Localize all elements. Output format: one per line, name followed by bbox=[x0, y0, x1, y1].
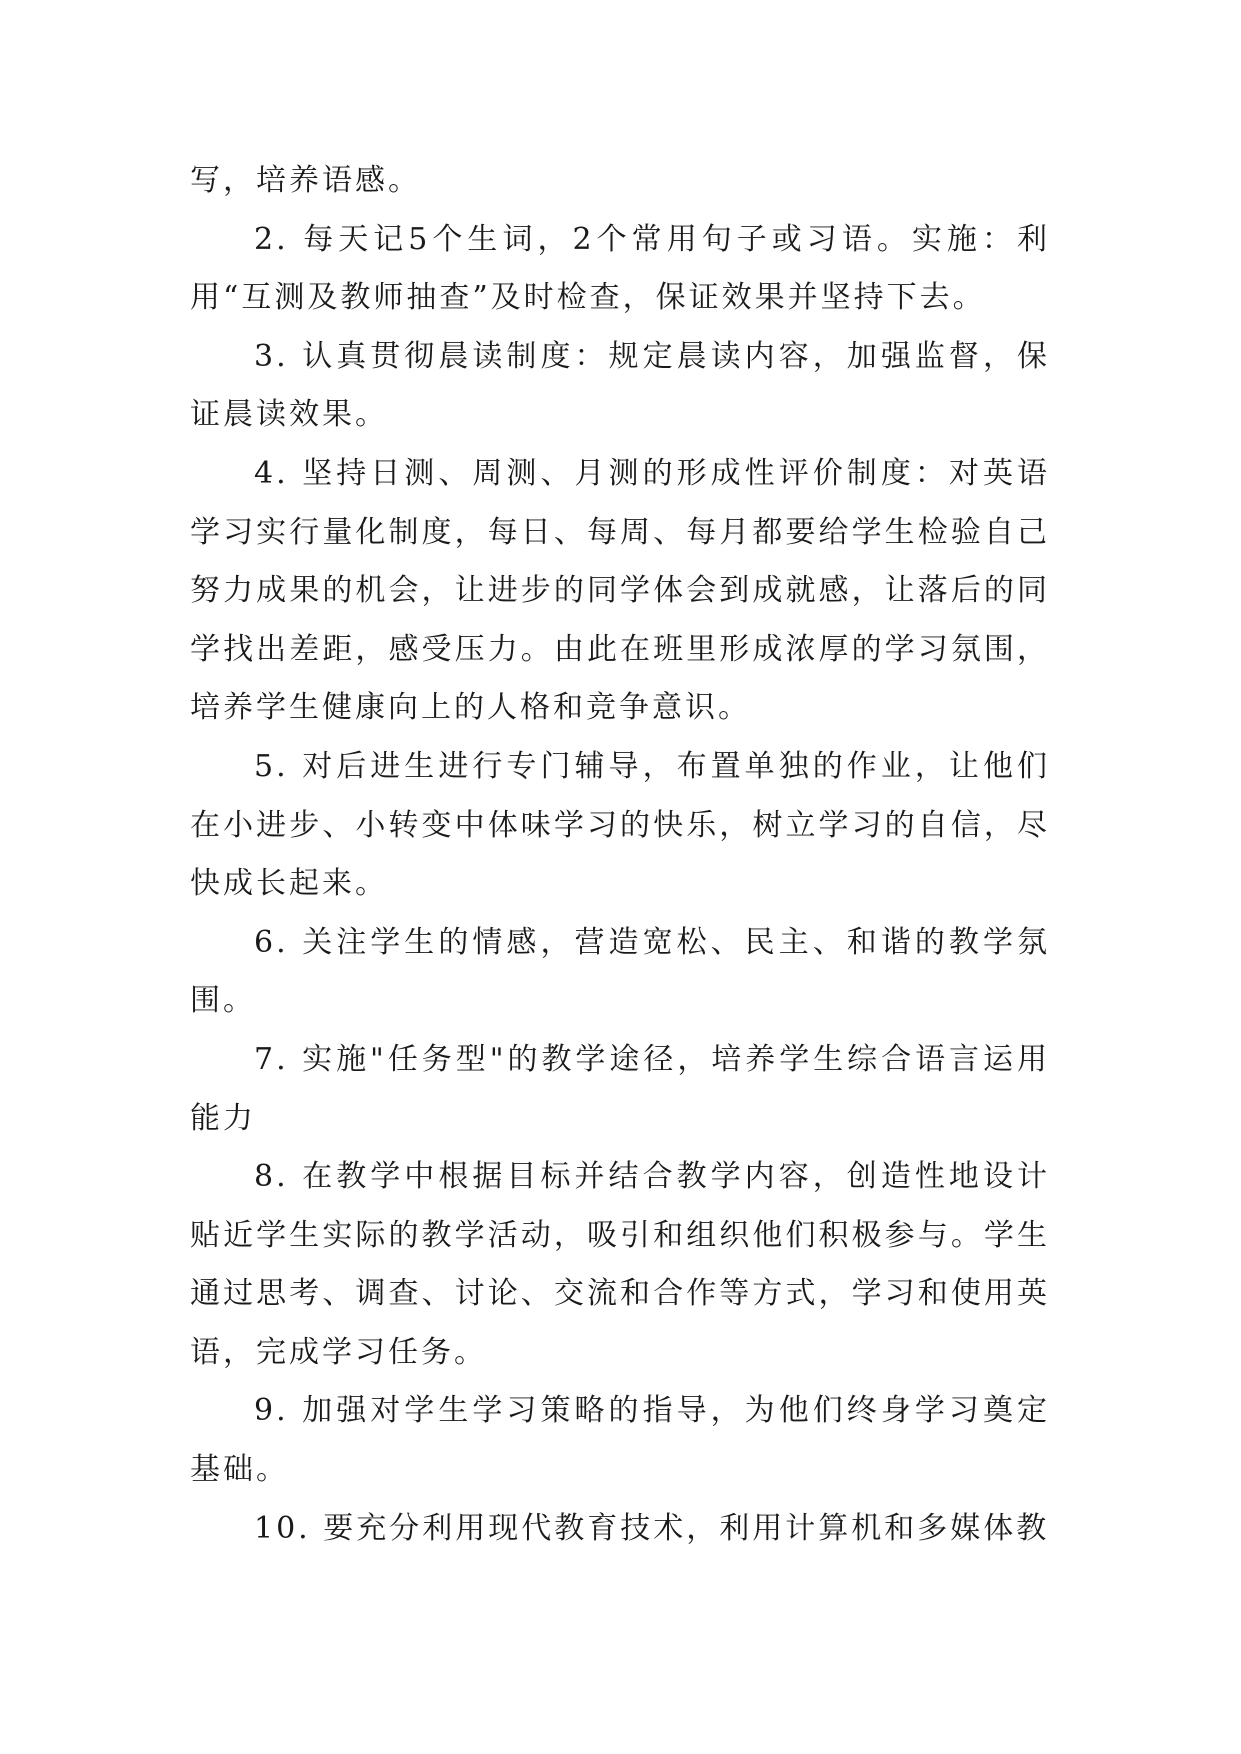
paragraph-item-4: 4. 坚持日测、周测、月测的形成性评价制度：对英语学习实行量化制度，每日、每周、每月都要给学生检验自己努力成果的机会，让进步的同学体会到成就感，让落后的同学找出差距，感受压力。由此在班里形成浓厚的学习氛围，培养学生健康向上的人格和竞争意识。 bbox=[190, 455, 1050, 726]
paragraph-item-8: 8. 在教学中根据目标并结合教学内容，创造性地设计贴近学生实际的教学活动，吸引和组织他们积极参与。学生通过思考、调查、讨论、交流和合作等方式，学习和使用英语，完成学习任务。 bbox=[190, 1159, 1050, 1370]
paragraph-item-6: 6. 关注学生的情感，营造宽松、民主、和谐的教学氛围。 bbox=[190, 924, 1050, 1019]
paragraph-item-5: 5. 对后进生进行专门辅导，布置单独的作业，让他们在小进步、小转变中体味学习的快乐，树立学习的自信，尽快成长起来。 bbox=[190, 748, 1050, 902]
document-body bbox=[190, 152, 1050, 1558]
paragraph-item-3: 3. 认真贯彻晨读制度：规定晨读内容，加强监督，保证晨读效果。 bbox=[190, 338, 1050, 433]
paragraph-continuation: 写，培养语感。 bbox=[190, 163, 421, 198]
paragraph-item-7: 7. 实施"任务型"的教学途径，培养学生综合语言运用能力 bbox=[190, 1041, 1050, 1136]
paragraph-item-10: 10. 要充分利用现代教育技术，利用计算机和多媒体教 bbox=[254, 1510, 1050, 1546]
paragraph-item-2: 2. 每天记5个生词，2个常用句子或习语。实施：利用“互测及教师抽查”及时检查，保证效果并坚持下去。 bbox=[190, 221, 1050, 316]
paragraph-item-9: 9. 加强对学生学习策略的指导，为他们终身学习奠定基础。 bbox=[190, 1393, 1050, 1488]
